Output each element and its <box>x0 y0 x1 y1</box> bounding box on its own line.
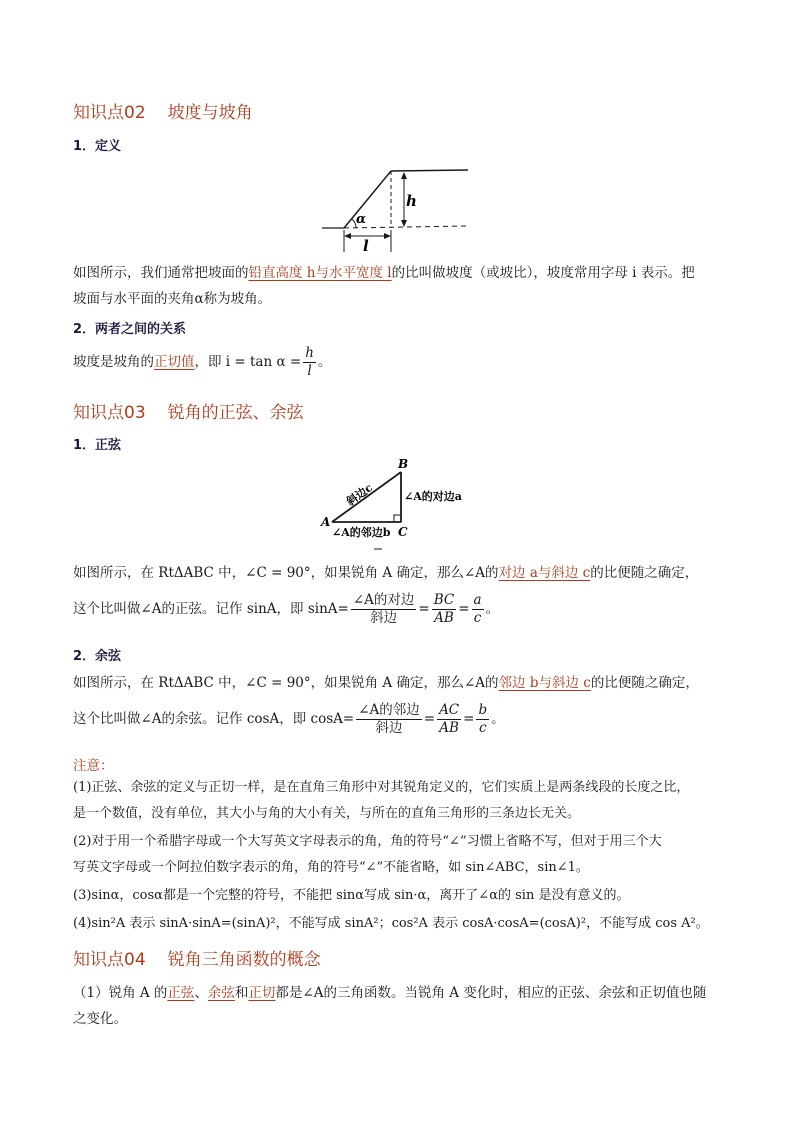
slope-figure <box>318 160 478 256</box>
vertex-b-label: B <box>398 457 409 471</box>
fraction-opposite-over-hyp: $\frac{\text{∠A的对边}}{\text{斜边}}$ <box>352 592 415 626</box>
key-term-sine: 正弦 <box>167 985 195 1001</box>
triangle-figure <box>318 456 478 554</box>
fraction-h-over-l: $\frac{h}{l}$ <box>305 345 314 379</box>
heading-title: 锐角的正弦、余弦 <box>167 403 304 423</box>
slope-definition-line-1: 如图所示，我们通常把坡面的铅直高度 h与水平宽度 l的比叫做坡度（或坡比），坡度常用字母 i 表示。把 <box>73 265 695 281</box>
note-3: (3)sinα，cosα都是一个完整的符号，不能把 sinα写成 sin·α，离开了∠α的 sin 是没有意义的。 <box>73 888 630 903</box>
height-label: h <box>406 192 417 210</box>
hypotenuse-label: 斜边c <box>344 481 375 509</box>
section-heading-02 <box>73 98 253 123</box>
section-heading-04 <box>73 945 321 970</box>
key-term-tangent: 正切值 <box>154 354 195 370</box>
concept-line-2: 之变化。 <box>73 1011 127 1027</box>
heading-number: 知识点04 <box>73 950 146 970</box>
subheading-definition: 1．定义 <box>73 139 122 154</box>
key-term-height-width: 铅直高度 h与水平宽度 l <box>248 265 392 281</box>
heading-title: 锐角三角函数的概念 <box>167 950 321 970</box>
fraction-a-over-c: $\frac{a}{c}$ <box>473 592 482 626</box>
note-2-line-2: 写英文字母或一个阿拉伯数字表示的角，角的符号“∠”不能省略，如 sin∠ABC，sin∠1。 <box>73 860 589 875</box>
adjacent-label: ∠A的邻边b <box>332 526 391 539</box>
note-title: 注意： <box>73 758 114 774</box>
fraction-ac-over-ab: $\frac{AC}{AB}$ <box>439 702 460 736</box>
vertex-c-label: C <box>398 525 408 539</box>
sine-formula: 这个比叫做∠A的正弦。记作 sinA，即 sinA= $\frac{\text{∠A的对边}}{\text{斜边}}$ = $\frac{BC}{AB}$ = $\frac{a}{c}$ 。 <box>73 592 500 626</box>
subheading-cosine: 2．余弦 <box>73 649 122 664</box>
key-term-tangent-2: 正切 <box>248 985 276 1001</box>
heading-title: 坡度与坡角 <box>167 103 253 123</box>
width-label: l <box>363 237 369 255</box>
fraction-bc-over-ab: $\frac{BC}{AB}$ <box>433 592 455 626</box>
heading-number: 知识点03 <box>73 403 146 423</box>
subheading-sine: 1．正弦 <box>73 438 122 453</box>
note-2-line-1: (2)对于用一个希腊字母或一个大写英文字母表示的角，角的符号“∠”习惯上省略不写，但对于用三个大 <box>73 834 662 849</box>
note-1-line-2: 是一个数值，没有单位，其大小与角的大小有关，与所在的直角三角形的三条边长无关。 <box>73 806 581 821</box>
cosine-formula: 这个比叫做∠A的余弦。记作 cosA，即 cosA= $\frac{\text{∠A的邻边}}{\text{斜边}}$ = $\frac{AC}{AB}$ = $\frac{b}{c}$ 。 <box>73 702 505 736</box>
cosine-definition-line-1: 如图所示，在 RtΔABC 中，∠C = 90°，如果锐角 A 确定，那么∠A的邻边 b与斜边 c的比便随之确定， <box>73 675 699 691</box>
key-term-opposite-hyp: 对边 a与斜边 c <box>498 565 591 581</box>
opposite-label: ∠A的对边a <box>404 490 462 503</box>
heading-number: 知识点02 <box>73 103 146 123</box>
subheading-relation: 2．两者之间的关系 <box>73 322 187 337</box>
key-term-adjacent-hyp: 邻边 b与斜边 c <box>498 675 591 691</box>
note-1-line-1: (1)正弦、余弦的定义与正切一样，是在直角三角形中对其锐角定义的，它们实质上是两条线段的长度之比， <box>73 780 690 795</box>
note-4: (4)sin²A 表示 sinA·sinA=(sinA)²，不能写成 sinA²；cos²A 表示 cosA·cosA=(cosA)²，不能写成 cos A²。 <box>73 916 709 931</box>
relation-formula: 坡度是坡角的正切值，即 i = tan α = $\frac{h}{l}$ 。 <box>73 345 332 379</box>
concept-line-1: （1）锐角 A 的正弦、余弦和正切都是∠A的三角函数。当锐角 A 变化时，相应的正弦、余弦和正切值也随 <box>73 985 707 1001</box>
vertex-a-label: A <box>321 515 331 529</box>
angle-label: α <box>356 212 367 227</box>
fraction-adjacent-over-hyp: $\frac{\text{∠A的邻边}}{\text{斜边}}$ <box>358 702 420 736</box>
slope-definition-line-2: 坡面与水平面的夹角α称为坡角。 <box>73 291 272 307</box>
key-term-cosine: 余弦 <box>207 985 235 1001</box>
section-heading-03 <box>73 398 304 423</box>
fraction-b-over-c: $\frac{b}{c}$ <box>478 702 488 736</box>
sine-definition-line-1: 如图所示，在 RtΔABC 中，∠C = 90°，如果锐角 A 确定，那么∠A的对边 a与斜边 c的比便随之确定， <box>73 565 699 581</box>
